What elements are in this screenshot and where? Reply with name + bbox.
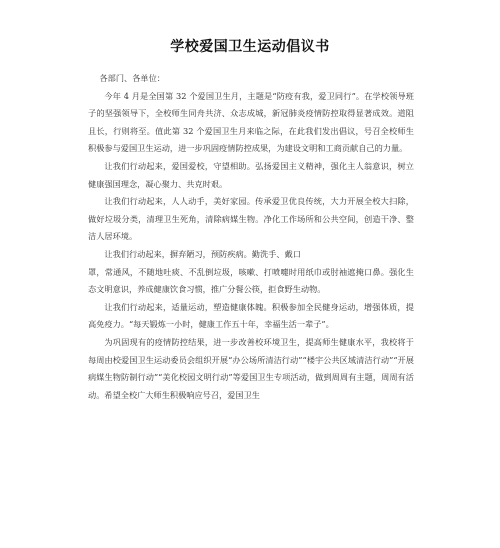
document-title: 学校爱国卫生运动倡议书 bbox=[170, 39, 330, 55]
paragraph-exercise: 让我们行动起来，适量运动，塑造健康体魄。积极参加全民健身运动，增强体质，提高免疫力。“每天锻炼一小时，健康工作五十年，幸福生活一辈子”。 bbox=[88, 301, 414, 330]
document-body bbox=[88, 70, 414, 404]
paragraph-activities: 为巩固现有的疫情防控结果，进一步改善校环境卫生，提高师生健康水平，我校将于每周由校爱国卫生运动委员会组织开展“办公场所清洁行动”“楼宇公共区域清洁行动”“开展病媒生物防制行动”“美化校园文明行动”等爱国卫生专项活动，做到周周有主题，周周有活动。希望全校广大师生积极响应号召，爱国卫生 bbox=[88, 336, 414, 400]
paragraph-intro: 今年 4 月是全国第 32 个爱国卫生月，主题是“防疫有我，爱卫同行”。在学校领导班子的坚强领导下，全校师生同舟共济、众志成城，新冠肺炎疫情防控取得显著成效。道阻且长，行则将至。值此第 32 个爱国卫生月来临之际，在此我们发出倡议，号召全校师生积极参与爱国卫生运动，进一步巩固疫情防控成果，为建设文明和工商贡献自己的力量。 bbox=[88, 90, 414, 154]
paragraph-cleanup: 让我们行动起来，人人动手，美好家园。传承爱卫优良传统，大力开展全校大扫除，做好垃圾分类，清理卫生死角，清除病媒生物。净化工作场所和公共空间，创造干净、整洁人居环境。 bbox=[88, 196, 414, 242]
salutation: 各部门、各单位： bbox=[99, 73, 165, 83]
paragraph-patriotism: 让我们行动起来，爱国爱校，守望相助。弘扬爱国主义精神，强化主人翁意识，树立健康强国理念，凝心聚力、共克时艰。 bbox=[88, 160, 414, 189]
paragraph-habits-start: 让我们行动起来，摒弃陋习，预防疾病。勤洗手、戴口 bbox=[104, 248, 301, 259]
paragraph-habits-continued: 罩，常通风，不随地吐痰、不乱倒垃圾，咳嗽、打喷嚏时用纸巾或肘袖遮掩口鼻。强化生态文明意识，养成健康饮食习惯，推广分餐公筷，拒食野生动物。 bbox=[88, 266, 414, 295]
